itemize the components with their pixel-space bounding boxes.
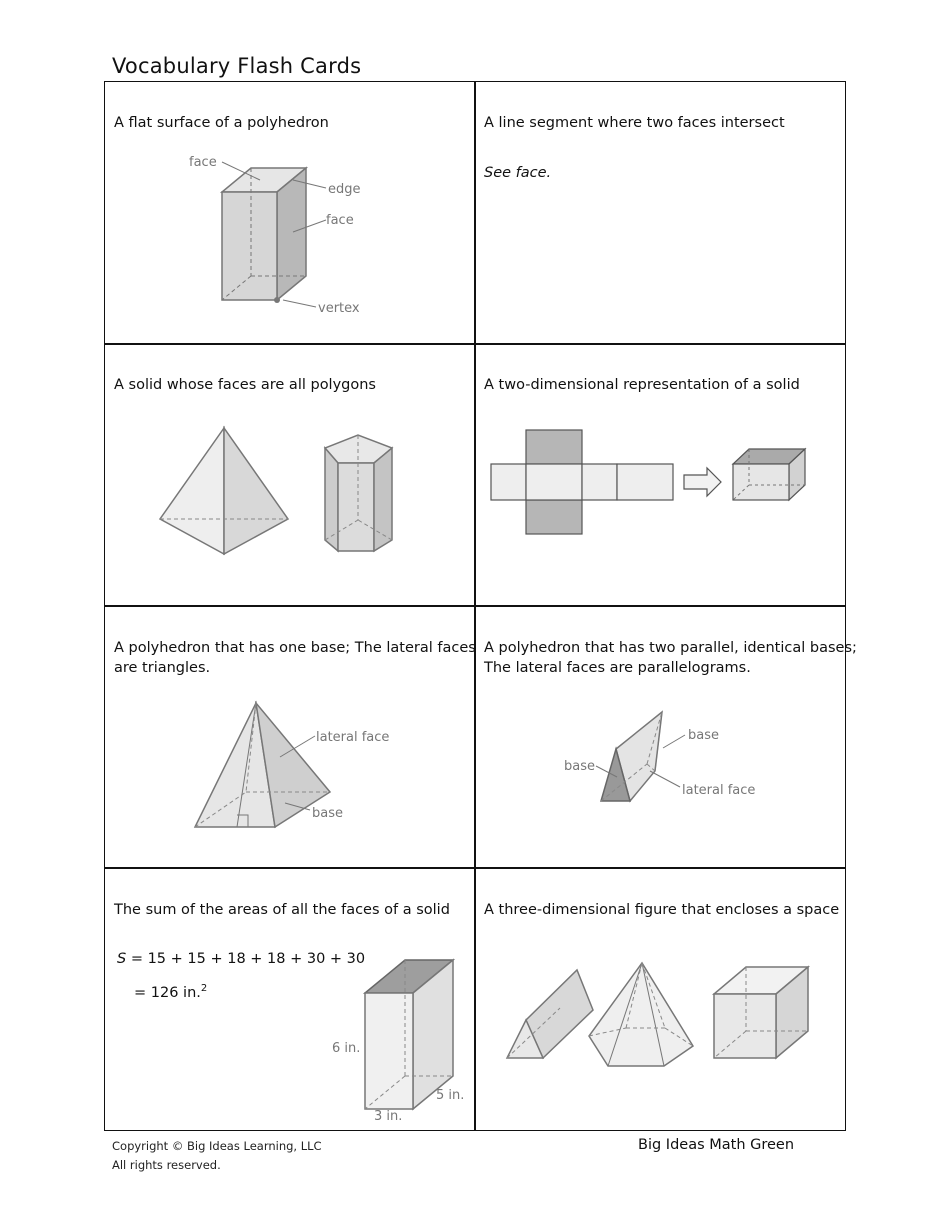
grid-divider-row-3 <box>104 867 846 869</box>
formula-variable: S <box>117 951 127 967</box>
formula-exponent: 2 <box>200 983 208 994</box>
surface-area-formula-line1 <box>117 949 365 969</box>
pyramid-diagram <box>190 700 430 835</box>
surface-area-prism-diagram <box>330 955 470 1130</box>
card-prism-definition-line1: A polyhedron that has two parallel, identical bases; <box>484 640 857 656</box>
card-net-definition: A two-dimensional representation of a solid <box>484 377 800 393</box>
brand-name: Big Ideas Math Green <box>638 1137 795 1153</box>
label-lateral-face: lateral face <box>316 730 390 745</box>
card-edge-definition: A line segment where two faces intersect <box>484 115 785 131</box>
surface-area-formula-line2 <box>134 979 207 1003</box>
copyright-text: Copyright © Big Ideas Learning, LLC <box>112 1139 322 1153</box>
rectangular-prism-face-diagram <box>180 150 380 320</box>
label-lateral-face: lateral face <box>682 783 756 798</box>
label-vertex: vertex <box>318 301 360 316</box>
label-base-right: base <box>688 728 719 743</box>
rights-text: All rights reserved. <box>112 1158 221 1172</box>
card-pyramid-definition-line2: are triangles. <box>114 660 211 676</box>
solid-figures-diagram <box>500 958 820 1073</box>
triangular-prism-diagram <box>560 705 780 805</box>
label-base: base <box>312 806 343 821</box>
card-surface-area-definition: The sum of the areas of all the faces of a solid <box>114 902 450 918</box>
card-edge-see-also: See face. <box>484 165 552 181</box>
polyhedra-examples-diagram <box>155 420 405 560</box>
card-face-definition: A flat surface of a polyhedron <box>114 115 329 131</box>
card-polyhedron-definition: A solid whose faces are all polygons <box>114 377 376 393</box>
card-prism-definition-line2: The lateral faces are parallelograms. <box>484 660 751 676</box>
card-solid-definition: A three-dimensional figure that encloses a space <box>484 902 840 918</box>
net-to-prism-diagram <box>490 428 820 538</box>
label-face-top: face <box>189 155 217 170</box>
label-height: 6 in. <box>332 1041 361 1056</box>
card-pyramid-definition-line1: A polyhedron that has one base; The lateral faces <box>114 640 476 656</box>
formula-result: = 126 in. <box>134 984 201 1001</box>
label-edge: edge <box>328 182 361 197</box>
label-width: 3 in. <box>374 1109 403 1124</box>
label-base-left: base <box>564 759 595 774</box>
page-title: Vocabulary Flash Cards <box>112 54 362 78</box>
label-depth: 5 in. <box>436 1088 465 1103</box>
formula-sum: = 15 + 15 + 18 + 18 + 30 + 30 <box>126 951 366 967</box>
label-face-side: face <box>326 213 354 228</box>
grid-divider-row-2 <box>104 605 846 607</box>
grid-divider-row-1 <box>104 343 846 345</box>
